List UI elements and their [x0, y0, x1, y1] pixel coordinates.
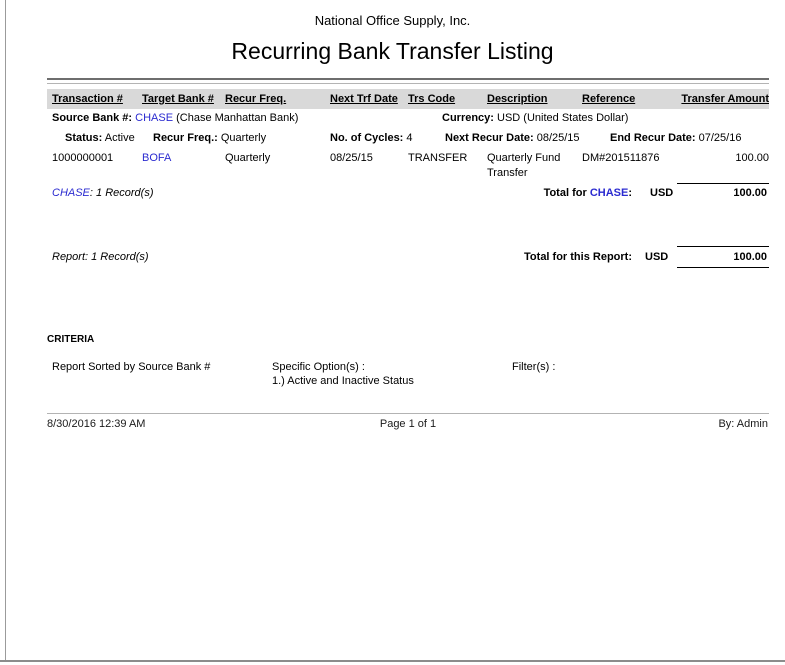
page-bottom-edge [0, 660, 785, 662]
currency-field [442, 111, 628, 126]
group-total-amount: 100.00 [733, 187, 767, 199]
report-record-count: Report: 1 Record(s) [52, 251, 149, 263]
status-field [65, 131, 135, 146]
currency-label: Currency: [442, 112, 494, 124]
criteria-sorted-by: Report Sorted by Source Bank # [52, 361, 211, 373]
cell-reference: DM#201511876 [582, 152, 660, 164]
cell-trs-code: TRANSFER [408, 152, 468, 164]
footer-divider [47, 413, 769, 414]
report-total-label: Total for this Report: [524, 251, 632, 263]
group-total-label-colon: : [628, 187, 632, 199]
footer-row [47, 417, 769, 431]
cycles-label: No. of Cycles: [330, 132, 404, 144]
cell-transaction: 1000000001 [52, 152, 114, 164]
col-header-recur-freq: Recur Freq. [225, 93, 287, 105]
report-total-currency: USD [645, 251, 669, 263]
col-header-next-trf-date: Next Trf Date [330, 93, 398, 105]
footer-by-user: By: Admin [718, 418, 768, 430]
report-total-row [47, 250, 769, 264]
cycles-value: 4 [406, 132, 413, 144]
table-row [47, 151, 769, 181]
end-recur-label: End Recur Date: [610, 132, 696, 144]
cell-next-trf-date: 08/25/15 [330, 152, 373, 164]
group-total-label-code: CHASE [589, 187, 629, 199]
recur-freq-label: Recur Freq.: [153, 132, 218, 144]
company-name: National Office Supply, Inc. [314, 13, 471, 28]
next-recur-value: 08/25/15 [536, 132, 580, 144]
report-total-amount: 100.00 [733, 251, 767, 263]
footer-datetime: 8/30/2016 12:39 AM [47, 418, 146, 430]
recur-freq-value: Quarterly [220, 132, 267, 144]
group-total-currency: USD [650, 187, 674, 199]
end-recur-value: 07/25/16 [698, 132, 742, 144]
page-title: Recurring Bank Transfer Listing [231, 38, 554, 64]
criteria-filters-label: Filter(s) : [512, 361, 556, 373]
cycles-field [330, 131, 413, 146]
criteria-specific-option-1: 1.) Active and Inactive Status [272, 375, 414, 387]
criteria-specific-options-label: Specific Option(s) : [272, 361, 365, 373]
col-header-trs-code: Trs Code [408, 93, 456, 105]
group-record-count-text: : 1 Record(s) [89, 187, 154, 199]
criteria-specific-options [272, 360, 414, 388]
source-bank-field [52, 111, 298, 126]
group-total-row [47, 186, 769, 200]
col-header-description: Description [487, 93, 548, 105]
cell-transfer-amount: 100.00 [735, 152, 769, 164]
title-divider [47, 78, 769, 84]
col-header-transfer-amount: Transfer Amount [681, 93, 769, 105]
criteria-heading: CRITERIA [47, 334, 95, 345]
next-recur-label: Next Recur Date: [445, 132, 534, 144]
currency-value: USD (United States Dollar) [497, 112, 629, 124]
recur-freq-field [153, 131, 266, 146]
cell-recur-freq: Quarterly [225, 152, 271, 164]
next-recur-field [445, 131, 580, 146]
source-bank-row [47, 111, 769, 126]
report-total-rule-top [677, 246, 769, 247]
group-record-count-code: CHASE [52, 187, 90, 199]
report-total-rule-bottom [677, 267, 769, 268]
col-header-transaction: Transaction # [52, 93, 123, 105]
status-label: Status: [65, 132, 103, 144]
page-left-edge [5, 0, 6, 661]
source-bank-name: (Chase Manhattan Bank) [176, 112, 299, 124]
footer-page-number: Page 1 of 1 [379, 418, 437, 430]
group-total-rule [677, 183, 769, 184]
table-header-row [47, 89, 769, 109]
end-recur-field [610, 131, 741, 146]
source-bank-label: Source Bank #: [52, 112, 133, 124]
group-total-label-prefix: Total for [543, 187, 587, 199]
group-status-row [47, 131, 769, 146]
col-header-reference: Reference [582, 93, 636, 105]
cell-target-bank-link[interactable]: BOFA [142, 152, 172, 164]
status-value: Active [104, 132, 135, 144]
group-total-label [544, 186, 632, 200]
source-bank-code-link[interactable]: CHASE [135, 112, 174, 124]
col-header-target-bank: Target Bank # [142, 93, 214, 105]
group-record-count [52, 186, 153, 200]
cell-description: Quarterly Fund Transfer [487, 152, 561, 179]
